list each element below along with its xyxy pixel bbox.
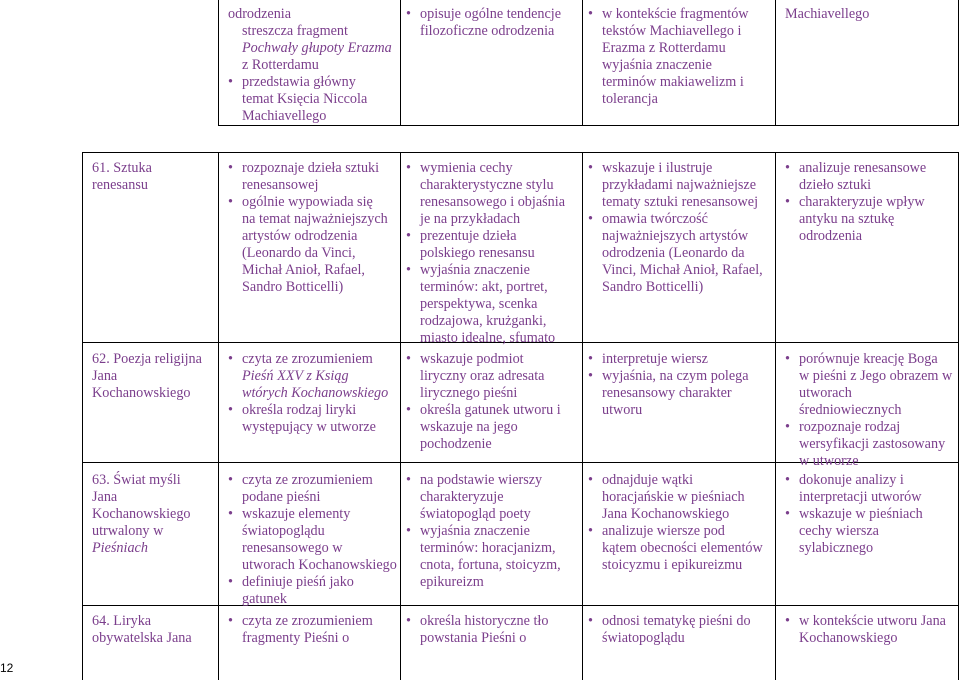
text-line: • wyjaśnia znaczenie <box>406 523 530 539</box>
text-line: • opisuje ogólne tendencje <box>406 6 562 22</box>
text-line: • określa gatunek utworu i <box>406 402 561 418</box>
text-line: Machiavellego <box>785 6 870 22</box>
text-line: pochodzenie <box>420 436 492 452</box>
r63-ext <box>406 472 561 591</box>
text-line: odrodzenia <box>228 6 292 22</box>
text-line: • czyta ze zrozumieniem <box>228 351 373 367</box>
top-cell-ext <box>406 6 561 40</box>
table-rule <box>958 0 959 125</box>
r64-adv <box>588 613 751 647</box>
text-line: • określa historyczne tło <box>406 613 549 629</box>
text-line: renesansowej <box>242 177 319 193</box>
text-line: • czyta ze zrozumieniem <box>228 613 373 629</box>
r61-ext <box>406 160 565 347</box>
r61-adv <box>588 160 763 296</box>
text-line: Pochwały głupoty Erazma <box>242 40 392 56</box>
text-line: • wyjaśnia, na czym polega <box>588 368 749 384</box>
table-rule <box>775 152 776 680</box>
table-rule <box>582 152 583 680</box>
text-line: odrodzenia <box>799 228 863 244</box>
text-line: Kochanowskiego <box>92 385 191 401</box>
text-line: charakteryzuje <box>420 489 504 505</box>
text-line: Vinci, Michał Anioł, Rafael, <box>602 262 763 278</box>
text-line: temat Księcia Niccola <box>242 91 368 107</box>
text-line: • wskazuje w pieśniach <box>785 506 923 522</box>
topic-61 <box>92 160 152 194</box>
text-line: artystów odrodzenia <box>242 228 358 244</box>
text-line: • wskazuje elementy <box>228 506 351 522</box>
text-line: (Leonardo da Vinci, <box>242 245 356 261</box>
text-line: Kochanowskiego <box>92 506 191 522</box>
table-rule <box>400 152 401 680</box>
text-line: • wymienia cechy <box>406 160 513 176</box>
text-line: obywatelska Jana <box>92 630 192 646</box>
table-rule <box>400 0 401 125</box>
text-line: terminów: horacjanizm, <box>420 540 556 556</box>
text-line: • ogólnie wypowiada się <box>228 194 373 210</box>
text-line: • charakteryzuje wpływ <box>785 194 925 210</box>
text-line: renesansowego w <box>242 540 343 556</box>
text-line: Jana <box>92 489 118 505</box>
text-line: • przedstawia główny <box>228 74 356 90</box>
text-line: antyku na sztukę <box>799 211 895 227</box>
text-line: kątem obecności elementów <box>602 540 763 556</box>
text-line: • wskazuje podmiot <box>406 351 524 367</box>
text-line: utrwalony w <box>92 523 164 539</box>
table-rule <box>958 152 959 680</box>
text-line: rodzajowa, krużganki, <box>420 313 547 329</box>
table-rule <box>82 605 959 606</box>
text-line: średniowiecznych <box>799 402 902 418</box>
text-line: terminów makiawelizm i <box>602 74 744 90</box>
text-line: utworu <box>602 402 643 418</box>
text-line: epikureizm <box>420 574 484 590</box>
r63-excellent <box>785 472 923 557</box>
top-cell-excellent <box>785 6 869 23</box>
text-line: • w kontekście fragmentów <box>588 6 749 22</box>
text-line: charakterystyczne stylu <box>420 177 554 193</box>
text-line: interpretacji utworów <box>799 489 922 505</box>
text-line: przykładami najważniejsze <box>602 177 757 193</box>
text-line: • rozpoznaje rodzaj <box>785 419 901 435</box>
text-line: horacjańskie w pieśniach <box>602 489 745 505</box>
text-line: na temat najważniejszych <box>242 211 388 227</box>
text-line: • porównuje kreację Boga <box>785 351 938 367</box>
table-rule <box>218 0 219 125</box>
topic-63 <box>92 472 191 557</box>
text-line: wersyfikacji zastosowany <box>799 436 946 452</box>
text-line: Sandro Botticelli) <box>242 279 344 295</box>
text-line: • określa rodzaj liryki <box>228 402 357 418</box>
r62-basic <box>228 351 388 436</box>
text-line: utworach <box>799 385 852 401</box>
text-line: 64. Liryka <box>92 613 152 629</box>
text-line: Sandro Botticelli) <box>602 279 704 295</box>
top-cell-basic <box>228 6 392 125</box>
text-line: miasto idealne, sfumato <box>420 330 556 346</box>
text-line: streszcza fragment <box>242 23 348 39</box>
r62-adv <box>588 351 749 419</box>
text-line: • wskazuje i ilustruje <box>588 160 713 176</box>
text-line: terminów: akt, portret, <box>420 279 548 295</box>
table-rule <box>775 0 776 125</box>
text-line: • odnosi tematykę pieśni do <box>588 613 751 629</box>
text-line: z Rotterdamu <box>242 57 319 73</box>
text-line: • prezentuje dzieła <box>406 228 517 244</box>
r61-excellent <box>785 160 926 245</box>
text-line: Pieśniach <box>92 540 148 556</box>
r64-basic <box>228 613 373 647</box>
text-line: gatunek <box>242 591 287 607</box>
page-number: 12 <box>0 661 14 675</box>
text-line: Machiavellego <box>242 108 327 124</box>
table-rule <box>218 152 219 680</box>
text-line: polskiego renesansu <box>420 245 535 261</box>
r62-excellent <box>785 351 952 470</box>
topic-64 <box>92 613 192 647</box>
text-line: stoicyzmu i epikureizmu <box>602 557 743 573</box>
text-line: wtórych Kochanowskiego <box>242 385 389 401</box>
text-line: filozoficzne odrodzenia <box>420 23 555 39</box>
r64-excellent <box>785 613 946 647</box>
text-line: występujący w utworze <box>242 419 376 435</box>
text-line: renesansowy charakter <box>602 385 732 401</box>
text-line: Jana <box>92 368 118 384</box>
text-line: • definiuje pieśń jako <box>228 574 354 590</box>
text-line: tekstów Machiavellego i <box>602 23 742 39</box>
text-line: perspektywa, scenka <box>420 296 538 312</box>
r63-basic <box>228 472 397 608</box>
text-line: tolerancja <box>602 91 658 107</box>
text-line: w utworze <box>799 453 859 469</box>
text-line: światopoglądu <box>242 523 325 539</box>
text-line: je na przykładach <box>420 211 521 227</box>
text-line: najważniejszych artystów <box>602 228 749 244</box>
text-line: • rozpoznaje dzieła sztuki <box>228 160 380 176</box>
text-line: wyjaśnia znaczenie <box>602 57 712 73</box>
text-line: liryczny oraz adresata <box>420 368 545 384</box>
text-line: utworach Kochanowskiego <box>242 557 397 573</box>
table-rule <box>218 125 959 126</box>
text-line: wskazuje na jego <box>420 419 518 435</box>
text-line: fragmenty Pieśni o <box>242 630 350 646</box>
text-line: • odnajduje wątki <box>588 472 694 488</box>
r61-basic <box>228 160 388 296</box>
text-line: w pieśni z Jego obrazem w <box>799 368 953 384</box>
r62-ext <box>406 351 561 453</box>
text-line: • w kontekście utworu Jana <box>785 613 946 629</box>
r63-adv <box>588 472 763 574</box>
text-line: Jana Kochanowskiego <box>602 506 730 522</box>
text-line: sylabicznego <box>799 540 874 556</box>
text-line: • analizuje renesansowe <box>785 160 927 176</box>
table-rule <box>582 0 583 125</box>
text-line: Kochanowskiego <box>799 630 898 646</box>
text-line: renesansu <box>92 177 148 193</box>
text-line: 61. Sztuka <box>92 160 152 176</box>
text-line: podane pieśni <box>242 489 321 505</box>
text-line: • czyta ze zrozumieniem <box>228 472 373 488</box>
text-line: 62. Poezja religijna <box>92 351 202 367</box>
text-line: renesansowego i objaśnia <box>420 194 565 210</box>
text-line: dzieło sztuki <box>799 177 872 193</box>
text-line: • interpretuje wiersz <box>588 351 708 367</box>
top-cell-adv <box>588 6 749 108</box>
table-rule <box>82 152 959 153</box>
table-rule <box>82 152 83 680</box>
text-line: powstania Pieśni o <box>420 630 527 646</box>
text-line: odrodzenia (Leonardo da <box>602 245 745 261</box>
text-line: światopoglądu <box>602 630 685 646</box>
text-line: tematy sztuki renesansowej <box>602 194 759 210</box>
text-line: • na podstawie wierszy <box>406 472 543 488</box>
text-line: Pieśń XXV z Ksiąg <box>242 368 349 384</box>
text-line: cechy wiersza <box>799 523 879 539</box>
text-line: • omawia twórczość <box>588 211 708 227</box>
r64-ext <box>406 613 548 647</box>
text-line: światopogląd poety <box>420 506 531 522</box>
topic-62 <box>92 351 202 402</box>
text-line: lirycznego pieśni <box>420 385 518 401</box>
text-line: Michał Anioł, Rafael, <box>242 262 365 278</box>
text-line: • dokonuje analizy i <box>785 472 904 488</box>
text-line: Erazma z Rotterdamu <box>602 40 726 56</box>
text-line: • analizuje wiersze pod <box>588 523 725 539</box>
text-line: • wyjaśnia znaczenie <box>406 262 530 278</box>
text-line: 63. Świat myśli <box>92 472 181 488</box>
text-line: cnota, fortuna, stoicyzm, <box>420 557 561 573</box>
